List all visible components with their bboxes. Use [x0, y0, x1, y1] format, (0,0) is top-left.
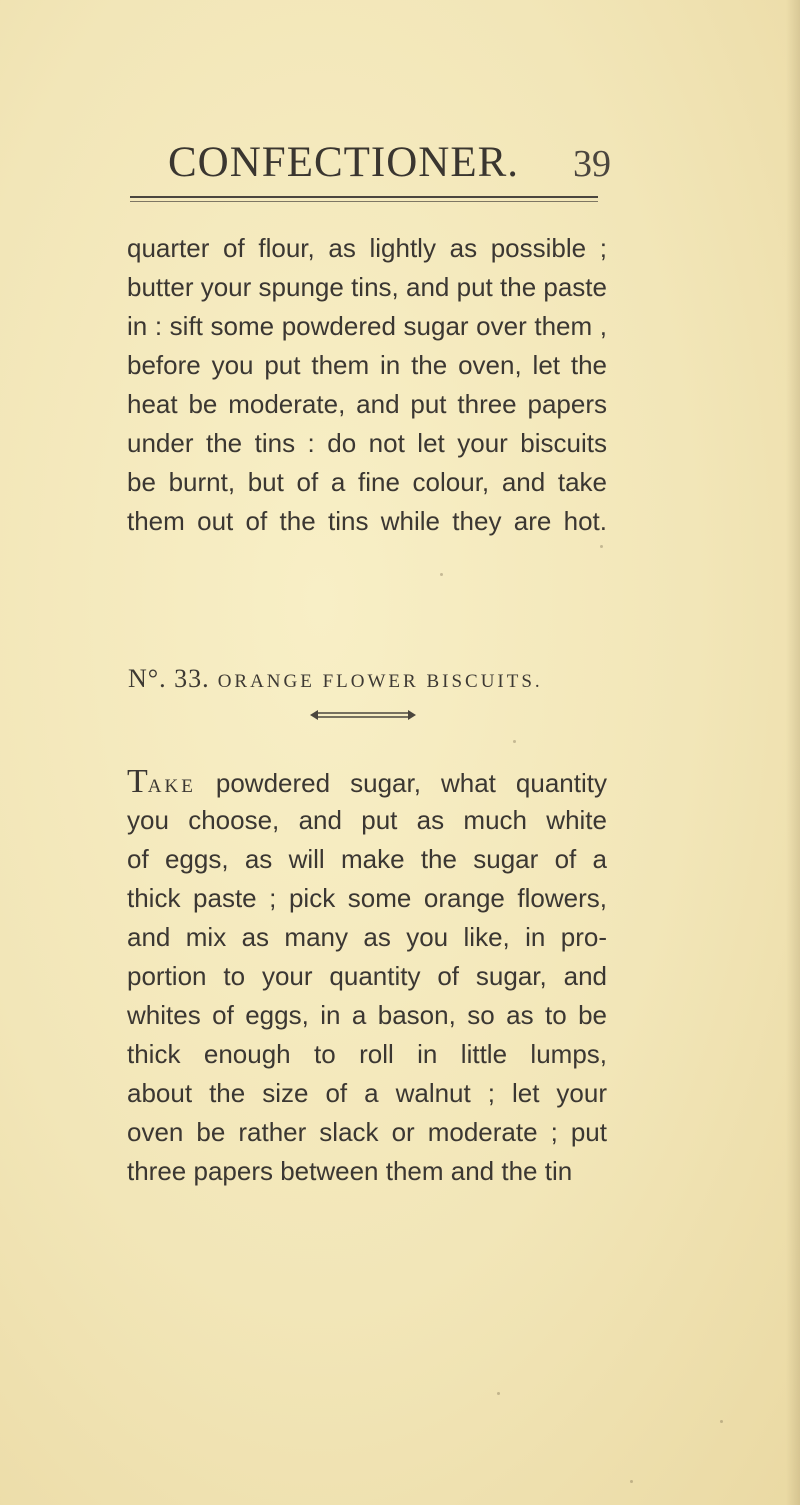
text-line: portion to your quantity of sugar, and — [127, 961, 607, 991]
text-line: thick paste ; pick some orange flowers, — [127, 883, 607, 913]
text-line: oven be rather slack or moderate ; put — [127, 1117, 607, 1147]
text-line: thick enough to roll in little lumps, — [127, 1039, 607, 1069]
text-line: of eggs, as will make the sugar of a — [127, 844, 607, 874]
text-line: before you put them in the oven, let the — [127, 350, 607, 380]
page-header — [0, 128, 800, 188]
paper-fleck — [440, 573, 443, 576]
paragraph-continued — [127, 229, 607, 541]
text-line: you choose, and put as much white — [127, 805, 607, 835]
text-line: be burnt, but of a fine colour, and take — [127, 467, 607, 497]
double-arrow-rule-icon — [310, 708, 416, 722]
text-line: quarter of flour, as lightly as possible ; — [127, 233, 607, 263]
small-caps-word: AKE — [147, 776, 196, 797]
text-line: butter your spunge tins, and put the paste — [127, 272, 607, 302]
paper-fleck — [630, 1480, 633, 1483]
paper-fleck — [497, 1392, 500, 1395]
paper-fleck — [600, 545, 603, 548]
text-line: about the size of a walnut ; let your — [127, 1078, 607, 1108]
paragraph-recipe — [127, 762, 607, 1191]
first-text-line — [127, 762, 607, 801]
text-line: whites of eggs, in a bason, so as to be — [127, 1000, 607, 1030]
section-heading — [128, 664, 608, 694]
text-line: in : sift some powdered sugar over them , — [127, 311, 607, 341]
running-head: CONFECTIONER. — [168, 139, 520, 186]
paper-fleck — [720, 1420, 723, 1423]
text-line: three papers between them and the tin — [127, 1156, 573, 1186]
section-title: ORANGE FLOWER BISCUITS. — [217, 671, 543, 692]
header-rule-thin — [130, 201, 598, 202]
section-number: N°. 33. — [128, 664, 210, 693]
text-line: heat be moderate, and put three papers — [127, 389, 607, 419]
text-line: and mix as many as you like, in pro- — [127, 922, 607, 952]
drop-cap: T — [127, 763, 148, 800]
text-line: them out of the tins while they are hot. — [127, 506, 607, 536]
text-line: under the tins : do not let your biscuits — [127, 428, 607, 458]
paper-fleck — [513, 740, 516, 743]
page-edge-shadow — [786, 0, 800, 1505]
page-number: 39 — [573, 143, 611, 185]
first-line-text: powdered sugar, what quantity — [215, 768, 607, 798]
header-rule — [130, 196, 598, 198]
